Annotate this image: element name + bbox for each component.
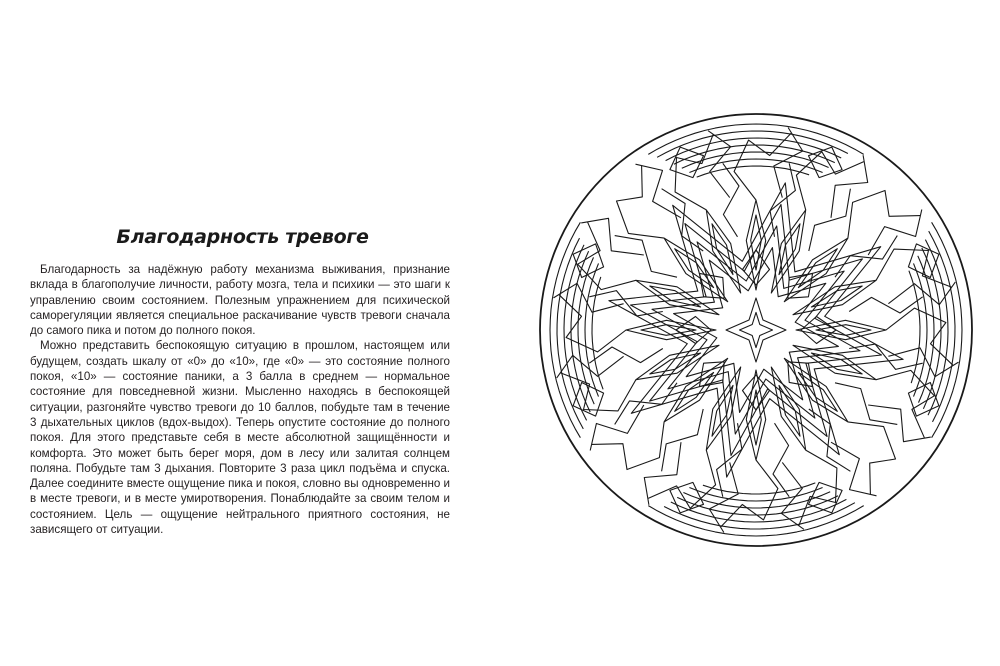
mandala-line [648, 124, 863, 154]
mandala-line [831, 155, 868, 218]
mandala-illustration [536, 110, 976, 550]
page-title: Благодарность тревоге [116, 226, 369, 248]
mandala-line [581, 218, 644, 255]
mandala-outline [540, 114, 972, 546]
paragraph-2: Можно представить беспокоящую ситуацию в прошлом, настоящем или будущем, создать шкалу от «0» до «10», где «0» — это состояние полного покоя, «10» — состояние паники, а 3 балла в среднем — нормальное состояние для повседневной жизни. Мысленно находясь в беспокоящей ситуации, разгоняйте чувство тревоги до 10 баллов, побудьте там в течение 3 дыхательных циклов (вдох-выдох). Теперь опустите состояние до полного покоя. Для этого представьте себя в месте абсолютной защищённости и комфорта. Это может быть берег моря, дом в лесу или залитая солнцем поляна. Побудьте там 3 дыхания. Повторите 3 раза цикл подъёма и спуска. Далее соедините вместе ощущение пика и покоя, словно вы одновременно и в месте тревоги, и в месте умиротворения. Понаблюдайте за своим телом и состоянием. Цель — ощущение нейтрального приятного состояния, не зависящего от ситуации. [30, 339, 450, 537]
mandala-line [648, 506, 863, 536]
mandala-line [726, 298, 786, 362]
mandala-line [652, 226, 860, 434]
mandala-line [835, 383, 897, 425]
text-page [30, 0, 455, 666]
mandala-line [615, 236, 677, 278]
mandala-line [849, 344, 923, 369]
mandala-line [770, 163, 795, 237]
mandala-line [740, 312, 773, 347]
mandala-line [631, 205, 882, 456]
paragraph-1: Благодарность за надёжную работу механизма выживания, признание вклада в благополучие личности, работу мозга, тела и психики — это шаги к управлению своим состоянием. Полезным упражнением для психической саморегуляции является специальное раскачивание чувств тревоги сначала до самого пика и потом до полного покоя. [30, 263, 450, 338]
mandala-line [589, 291, 663, 316]
mandala-line [868, 405, 931, 442]
mandala-line [609, 183, 903, 477]
body-text [30, 262, 450, 537]
mandala-line [932, 222, 962, 437]
mandala-line [617, 166, 665, 238]
mandala-line [674, 248, 839, 413]
mandala-svg [536, 110, 976, 550]
mandala-line [717, 423, 742, 497]
mandala-line [662, 409, 704, 471]
mandala-line [848, 422, 896, 494]
mandala-line [550, 222, 580, 437]
mandala-line [592, 422, 664, 470]
mandala-line [848, 191, 920, 239]
mandala-line [644, 442, 681, 505]
mandala-line [809, 189, 851, 251]
